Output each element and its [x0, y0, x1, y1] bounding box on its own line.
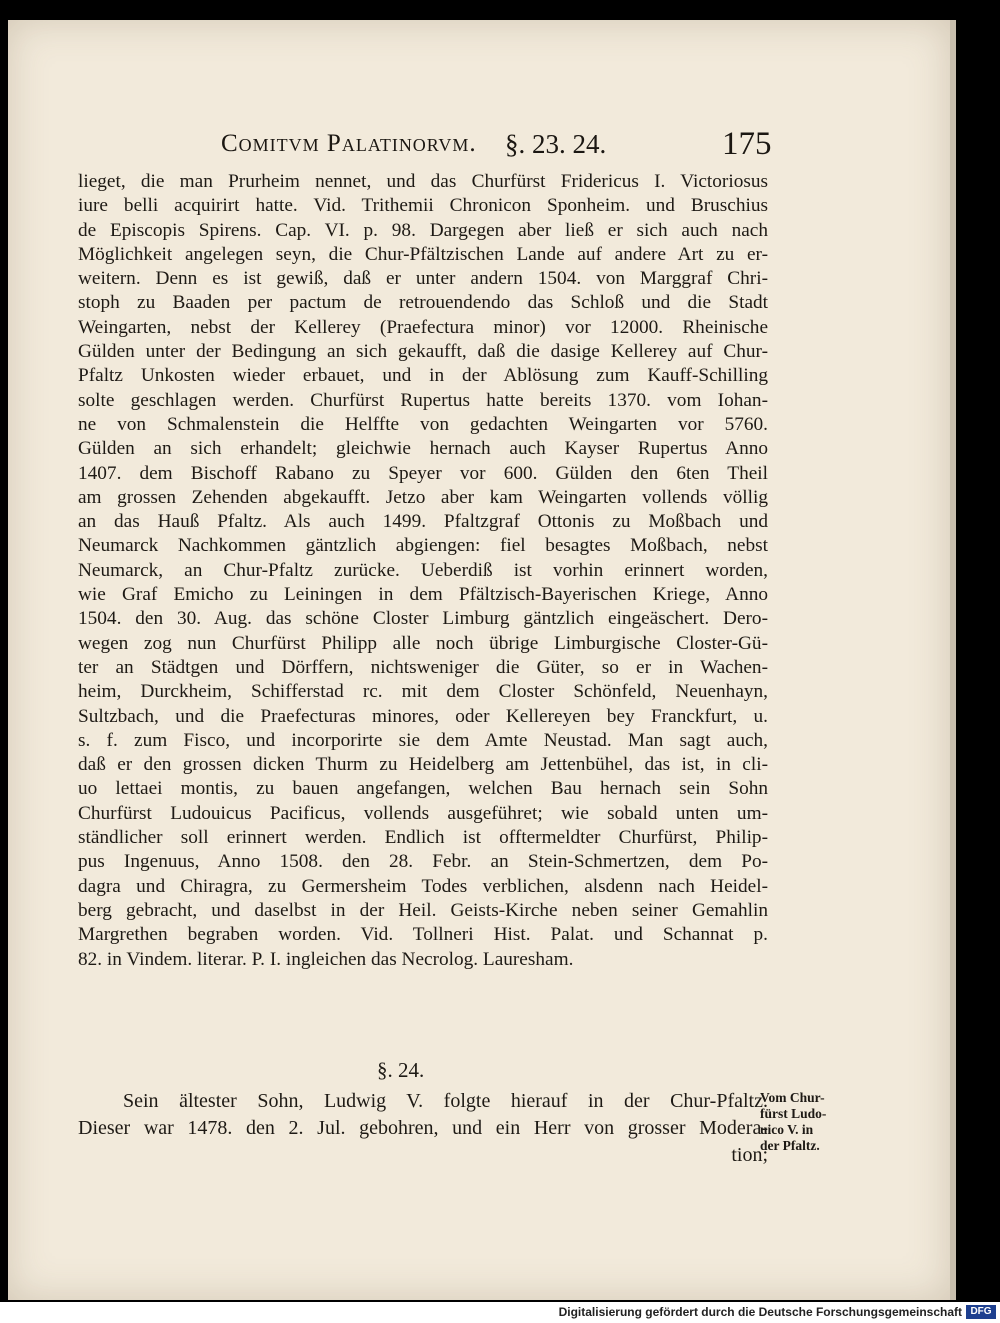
- book-page: [8, 20, 950, 1300]
- text-line: iure belli acquirirt hatte. Vid. Trithemii Chronicon Sponheim. und Bruschius: [78, 195, 768, 217]
- text-line: Möglichkeit angelegen seyn, die Chur-Pfältzischen Lande auf andere Art zu er-: [78, 243, 768, 265]
- text-line: uo lettaei montis, zu bauen angefangen, welchen Bau hernach sein Sohn: [78, 778, 768, 800]
- text-line: Gülden unter der Bedingung an sich gekaufft, daß die dasige Kellerey auf Chur-: [78, 341, 768, 363]
- text-line: Pfaltz Unkosten wieder erbauet, und in der Ablösung zum Kauff-Schilling: [78, 365, 768, 387]
- text-line: tion;: [731, 1144, 768, 1166]
- text-line: Margrethen begraben worden. Vid. Tollneri Hist. Palat. und Schannat p.: [78, 924, 768, 946]
- paragraph-1: [78, 170, 768, 972]
- text-line: de Episcopis Spirens. Cap. VI. p. 98. Dargegen aber ließ er sich auch nach: [78, 219, 768, 241]
- text-line: daß er den grossen dicken Thurm zu Heidelberg am Jettenbühel, das ist, in cli-: [78, 754, 768, 776]
- text-line: solte geschlagen werden. Churfürst Rupertus hatte bereits 1370. vom Iohan-: [78, 389, 768, 411]
- text-line: Dieser war 1478. den 2. Jul. gebohren, und ein Herr von grosser Modera-: [78, 1117, 768, 1139]
- text-line: ständlicher soll erinnert werden. Endlich ist offtermeldter Churfürst, Philip-: [78, 827, 768, 849]
- paragraph-2: [78, 1088, 768, 1169]
- section-reference: §. 23. 24.: [505, 129, 607, 159]
- text-line: 82. in Vindem. literar. P. I. ingleichen das Necrolog. Lauresham.: [78, 948, 574, 970]
- text-line: Sein ältester Sohn, Ludwig V. folgte hierauf in der Chur-Pfaltz.: [123, 1090, 768, 1112]
- dfg-logo-icon: DFG: [966, 1305, 996, 1319]
- running-header: [8, 112, 950, 162]
- marginal-line: fürst Ludo-: [760, 1106, 827, 1121]
- marginal-note: [760, 1090, 850, 1154]
- running-title: Comitvm Palatinorvm.: [221, 130, 477, 157]
- funding-credit: Digitalisierung gefördert durch die Deutsche Forschungsgemeinschaft: [558, 1305, 962, 1319]
- text-line: heim, Durckheim, Schifferstad rc. mit dem Closter Schönfeld, Neuenhayn,: [78, 681, 768, 703]
- text-line: weitern. Denn es ist gewiß, daß er unter andern 1504. von Marggraf Chri-: [78, 268, 768, 290]
- text-line: ter an Städtgen und Dörffern, nichtsweniger die Güter, so er in Wachen-: [78, 656, 768, 678]
- text-line: 1504. den 30. Aug. das schöne Closter Limburg gäntzlich eingeäschert. Dero-: [78, 608, 768, 630]
- text-line: 1407. dem Bischoff Rabano zu Speyer vor 600. Gülden den 6ten Theil: [78, 462, 768, 484]
- text-line: berg gebracht, und daselbst in der Heil. Geists-Kirche neben seiner Gemahlin: [78, 899, 768, 921]
- text-line: wegen zog nun Churfürst Philipp alle noch übrige Limburgische Closter-Gü-: [78, 632, 768, 654]
- text-line: am grossen Zehenden abgekaufft. Jetzo aber kam Weingarten vollends völlig: [78, 486, 768, 508]
- text-line: pus Ingenuus, Anno 1508. den 28. Febr. an Stein-Schmertzen, dem Po-: [78, 851, 768, 873]
- text-line: dagra und Chiragra, zu Germersheim Todes verblichen, alsdenn nach Heidel-: [78, 875, 768, 897]
- section-heading: §. 24.: [377, 1058, 425, 1082]
- text-line: Weingarten, nebst der Kellerey (Praefectura minor) vor 12000. Rheinische: [78, 316, 768, 338]
- text-line: Neumarck, an Chur-Pfaltz zurücke. Ueberdiß ist vorhin erinnert worden,: [78, 559, 768, 581]
- text-line: stoph zu Baaden per pactum de retrouendendo das Schloß und die Stadt: [78, 292, 768, 314]
- text-line: wie Graf Emicho zu Leiningen in dem Pfältzisch-Bayerischen Kriege, Anno: [78, 584, 768, 606]
- page-edge: [950, 20, 956, 1300]
- text-line: an das Hauß Pfaltz. Als auch 1499. Pfaltzgraf Ottonis zu Moßbach und: [78, 511, 768, 533]
- text-line: Churfürst Ludouicus Pacificus, vollends ausgeführet; wie sobald unten um-: [78, 802, 768, 824]
- text-line: Neumarck Nachkommen gäntzlich abgiengen: fiel besagtes Moßbach, nebst: [78, 535, 768, 557]
- page-number: 175: [722, 126, 772, 162]
- marginal-line: der Pfaltz.: [760, 1138, 820, 1153]
- text-line: Gülden an sich erhandelt; gleichwie hernach auch Kayser Rupertus Anno: [78, 438, 768, 460]
- marginal-line: Vom Chur-: [760, 1090, 825, 1105]
- footer-bar: [0, 1302, 1000, 1323]
- text-line: lieget, die man Prurheim nennet, und das Churfürst Fridericus I. Victoriosus: [78, 171, 768, 192]
- text-line: s. f. zum Fisco, und incorporirte sie dem Amte Neustad. Man sagt auch,: [78, 729, 768, 751]
- text-line: Sultzbach, und die Praefecturas minores, oder Kellereyen bey Franckfurt, u.: [78, 705, 768, 727]
- marginal-line: uico V. in: [760, 1122, 814, 1137]
- text-line: ne von Schmalenstein die Helffte von gedachten Weingarten vor 5760.: [78, 413, 768, 435]
